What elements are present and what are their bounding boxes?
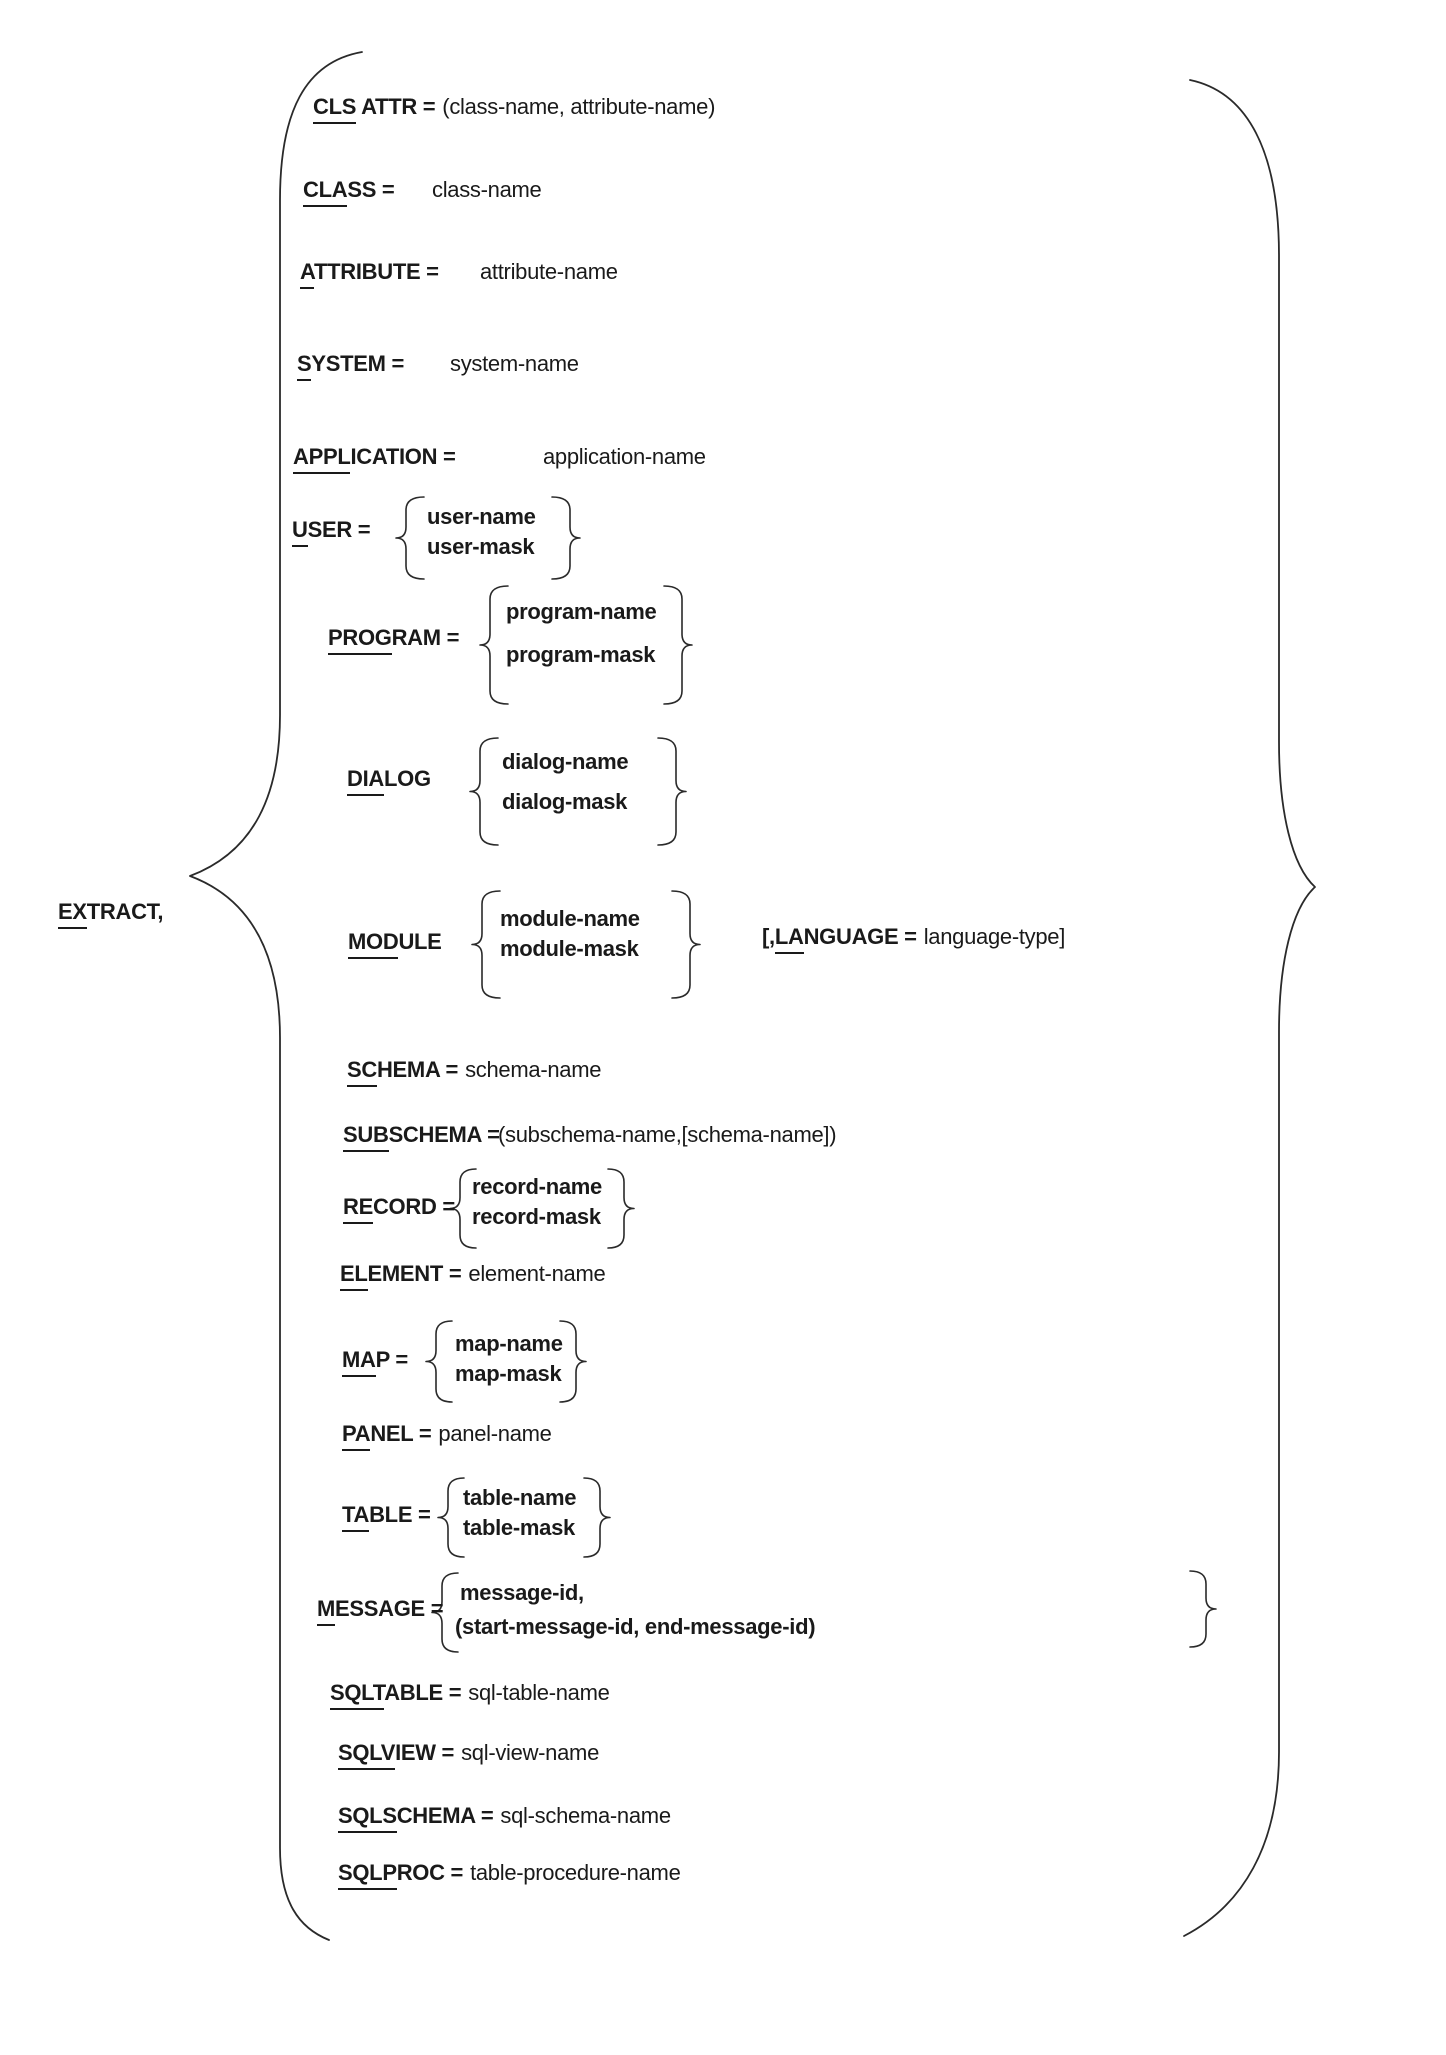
map-choice-mask: map-mask	[455, 1361, 562, 1386]
outer-left-brace	[190, 52, 362, 1940]
keyword: ATTRIBUTE =	[300, 259, 439, 289]
operand: attribute-name	[480, 259, 618, 284]
param-attribute	[300, 259, 618, 284]
operand: sql-view-name	[461, 1740, 600, 1765]
operand: (class-name, attribute-name)	[442, 94, 716, 119]
keyword: CLS ATTR =	[313, 94, 435, 124]
keyword: SYSTEM =	[297, 351, 404, 381]
record-choice-mask: record-mask	[472, 1204, 601, 1229]
keyword: SQLPROC =	[338, 1860, 463, 1890]
message-right-brace	[1190, 1571, 1216, 1647]
user-choice-mask: user-mask	[427, 534, 535, 559]
param-record-keyword: RECORD =	[343, 1196, 455, 1218]
command-extract	[58, 901, 163, 923]
operand: class-name	[432, 177, 542, 202]
message-choice-range: (start-message-id, end-message-id)	[455, 1614, 816, 1639]
table-choice-mask: table-mask	[463, 1515, 575, 1540]
user-left-brace	[396, 497, 424, 579]
operand: schema-name	[465, 1057, 602, 1082]
param-sqltable	[330, 1682, 610, 1704]
param-sqlview	[338, 1742, 599, 1764]
operand: system-name	[450, 351, 579, 376]
param-cls-attr	[313, 96, 715, 118]
map-choice-name: map-name	[455, 1331, 563, 1356]
param-sqlschema	[338, 1805, 671, 1827]
keyword: CLASS =	[303, 177, 394, 207]
operand: language-type]	[923, 924, 1066, 949]
module-language-option: [,LANGUAGE = language-type]	[762, 926, 1065, 948]
module-choice-name: module-name	[500, 906, 640, 931]
outer-right-brace	[1184, 80, 1315, 1936]
keyword: SUBSCHEMA =	[343, 1122, 500, 1152]
dialog-right-brace	[658, 738, 686, 845]
dialog-left-brace	[470, 738, 498, 845]
param-module-keyword: MODULE	[348, 931, 442, 953]
program-right-brace	[664, 586, 692, 704]
user-right-brace	[552, 497, 580, 579]
table-choice-name: table-name	[463, 1485, 577, 1510]
param-message-keyword: MESSAGE =	[317, 1598, 443, 1620]
record-choice-name: record-name	[472, 1174, 602, 1199]
map-right-brace	[560, 1321, 586, 1402]
user-choice-name: user-name	[427, 504, 536, 529]
param-element	[340, 1263, 605, 1285]
command-rest: TRACT,	[86, 899, 164, 924]
param-class	[303, 177, 542, 202]
keyword: ELEMENT =	[340, 1261, 461, 1291]
table-left-brace	[438, 1478, 464, 1557]
keyword: APPLICATION =	[293, 444, 456, 474]
operand: application-name	[543, 444, 706, 469]
operand: sql-schema-name	[500, 1803, 671, 1828]
program-choice-name: program-name	[506, 599, 657, 624]
keyword: SCHEMA =	[347, 1057, 458, 1087]
param-program-keyword: PROGRAM =	[328, 627, 459, 649]
operand: sql-table-name	[468, 1680, 610, 1705]
param-table-keyword: TABLE =	[342, 1504, 431, 1526]
module-right-brace	[672, 891, 700, 998]
param-user-keyword: USER =	[292, 519, 370, 541]
param-application	[293, 444, 706, 469]
program-left-brace	[480, 586, 508, 704]
param-sqlproc	[338, 1862, 681, 1884]
operand: table-procedure-name	[470, 1860, 681, 1885]
keyword: SQLTABLE =	[330, 1680, 461, 1710]
keyword: PANEL =	[342, 1421, 431, 1451]
keyword: SQLVIEW =	[338, 1740, 454, 1770]
param-subschema	[343, 1122, 837, 1147]
command-abbrev: EX	[58, 899, 87, 929]
param-system	[297, 351, 579, 376]
map-left-brace	[426, 1321, 452, 1402]
operand: (subschema-name,[schema-name])	[498, 1122, 837, 1147]
param-dialog-keyword: DIALOG	[347, 768, 431, 790]
module-left-brace	[472, 891, 500, 998]
table-right-brace	[584, 1478, 610, 1557]
operand: element-name	[468, 1261, 606, 1286]
param-panel	[342, 1423, 552, 1445]
module-choice-mask: module-mask	[500, 936, 639, 961]
program-choice-mask: program-mask	[506, 642, 656, 667]
dialog-choice-mask: dialog-mask	[502, 789, 628, 814]
keyword: SQLSCHEMA =	[338, 1803, 493, 1833]
record-right-brace	[608, 1169, 634, 1248]
message-choice-id: message-id,	[460, 1580, 584, 1605]
operand: panel-name	[438, 1421, 552, 1446]
param-schema	[347, 1059, 601, 1081]
dialog-choice-name: dialog-name	[502, 749, 629, 774]
param-map-keyword: MAP =	[342, 1349, 408, 1371]
